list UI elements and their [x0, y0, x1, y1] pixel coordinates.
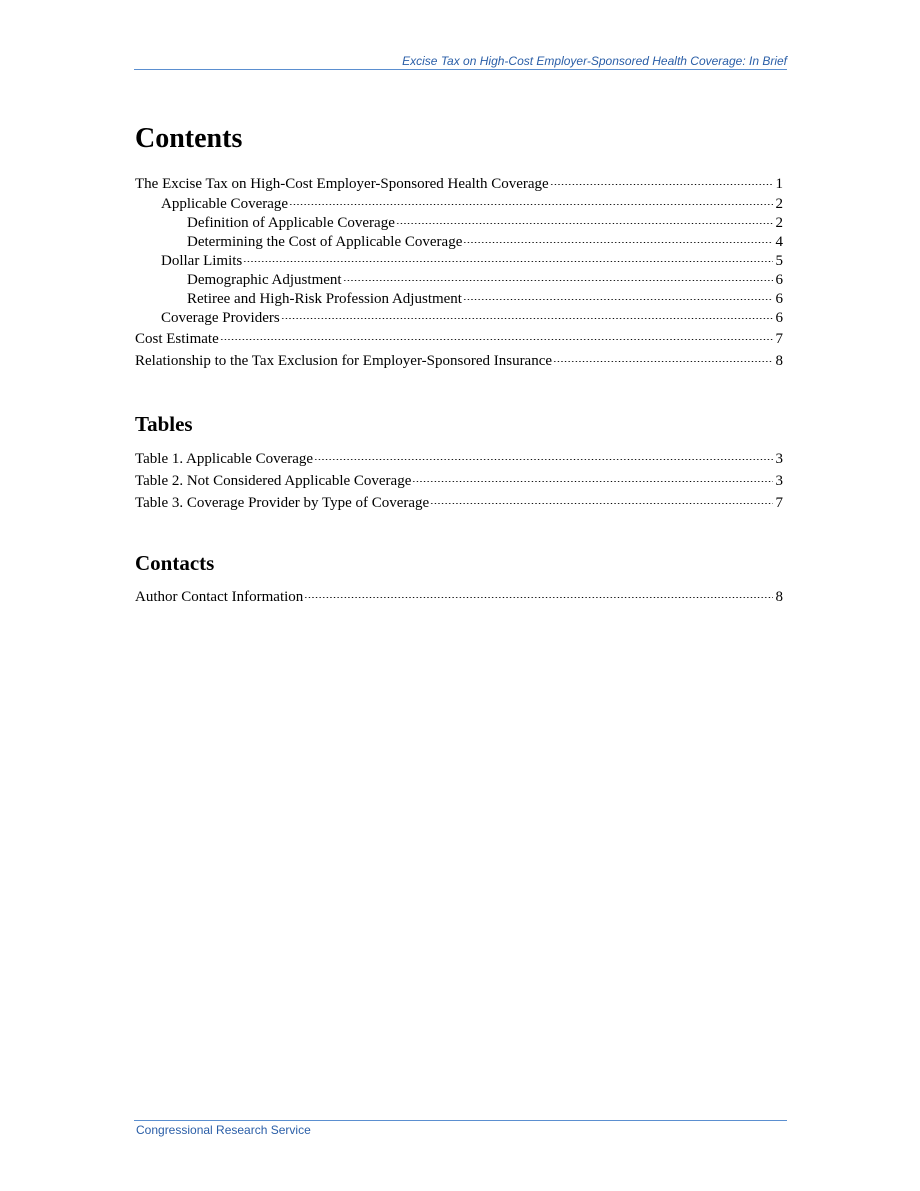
dot-leader — [412, 481, 772, 482]
dot-leader — [463, 242, 772, 243]
table-page-number: 7 — [775, 495, 783, 511]
table-entry-label[interactable]: Table 3. Coverage Provider by Type of Coverage — [135, 495, 430, 511]
toc-entry-label[interactable]: Relationship to the Tax Exclusion for Employer-Sponsored Insurance — [135, 353, 553, 369]
toc-entry-label[interactable]: Coverage Providers — [161, 310, 280, 326]
tables-list — [135, 448, 783, 514]
table-entry-label[interactable]: Table 1. Applicable Coverage — [135, 451, 314, 467]
table-page-number: 3 — [775, 451, 783, 467]
toc-page-number: 2 — [775, 215, 783, 231]
table-entry[interactable] — [135, 448, 783, 470]
toc-entry[interactable] — [135, 252, 783, 271]
contact-entry-label[interactable]: Author Contact Information — [135, 589, 304, 605]
contact-page-number: 8 — [775, 589, 783, 605]
toc-entry[interactable] — [135, 290, 783, 309]
toc-entry-label[interactable]: Dollar Limits — [161, 253, 243, 269]
toc-entry-label[interactable]: Retiree and High-Risk Profession Adjustment — [187, 291, 462, 307]
tables-heading: Tables — [135, 412, 193, 436]
toc-entry-label[interactable]: Cost Estimate — [135, 331, 219, 347]
contacts-list — [135, 586, 783, 608]
toc-page-number: 6 — [775, 310, 783, 326]
toc-entry-label[interactable]: The Excise Tax on High-Cost Employer-Sponsored Health Coverage — [135, 176, 549, 192]
toc-page-number: 6 — [775, 272, 783, 288]
toc-page-number: 7 — [775, 331, 783, 347]
toc-page-number: 8 — [775, 353, 783, 369]
table-entry[interactable] — [135, 470, 783, 492]
running-header-title: Excise Tax on High-Cost Employer-Sponsored Health Coverage: In Brief — [402, 54, 787, 68]
contact-entry[interactable] — [135, 586, 783, 608]
contents-list — [135, 173, 783, 372]
toc-entry-label[interactable]: Applicable Coverage — [161, 196, 289, 212]
toc-page-number: 5 — [775, 253, 783, 269]
dot-leader — [243, 261, 772, 262]
dot-leader — [553, 361, 772, 362]
toc-entry-label[interactable]: Definition of Applicable Coverage — [187, 215, 395, 231]
dot-leader — [463, 299, 773, 300]
dot-leader — [550, 184, 773, 185]
dot-leader — [220, 339, 773, 340]
toc-entry-label[interactable]: Determining the Cost of Applicable Coverage — [187, 234, 463, 250]
footer-organization: Congressional Research Service — [136, 1123, 311, 1137]
toc-entry[interactable] — [135, 214, 783, 233]
toc-entry[interactable] — [135, 309, 783, 328]
table-page-number: 3 — [775, 473, 783, 489]
toc-page-number: 1 — [775, 176, 783, 192]
dot-leader — [304, 597, 772, 598]
dot-leader — [343, 280, 773, 281]
toc-entry[interactable] — [135, 195, 783, 214]
toc-entry[interactable] — [135, 233, 783, 252]
toc-page-number: 6 — [775, 291, 783, 307]
dot-leader — [314, 459, 772, 460]
toc-entry-label[interactable]: Demographic Adjustment — [187, 272, 342, 288]
toc-entry[interactable] — [135, 328, 783, 350]
table-entry[interactable] — [135, 492, 783, 514]
dot-leader — [281, 318, 773, 319]
toc-page-number: 4 — [775, 234, 783, 250]
header-rule — [134, 69, 787, 70]
dot-leader — [289, 204, 772, 205]
toc-entry[interactable] — [135, 173, 783, 195]
dot-leader — [430, 503, 772, 504]
contents-heading: Contents — [135, 123, 243, 154]
toc-entry[interactable] — [135, 350, 783, 372]
dot-leader — [396, 223, 773, 224]
table-entry-label[interactable]: Table 2. Not Considered Applicable Coverage — [135, 473, 412, 489]
toc-entry[interactable] — [135, 271, 783, 290]
footer-rule — [134, 1120, 787, 1121]
toc-page-number: 2 — [775, 196, 783, 212]
contacts-heading: Contacts — [135, 551, 215, 575]
